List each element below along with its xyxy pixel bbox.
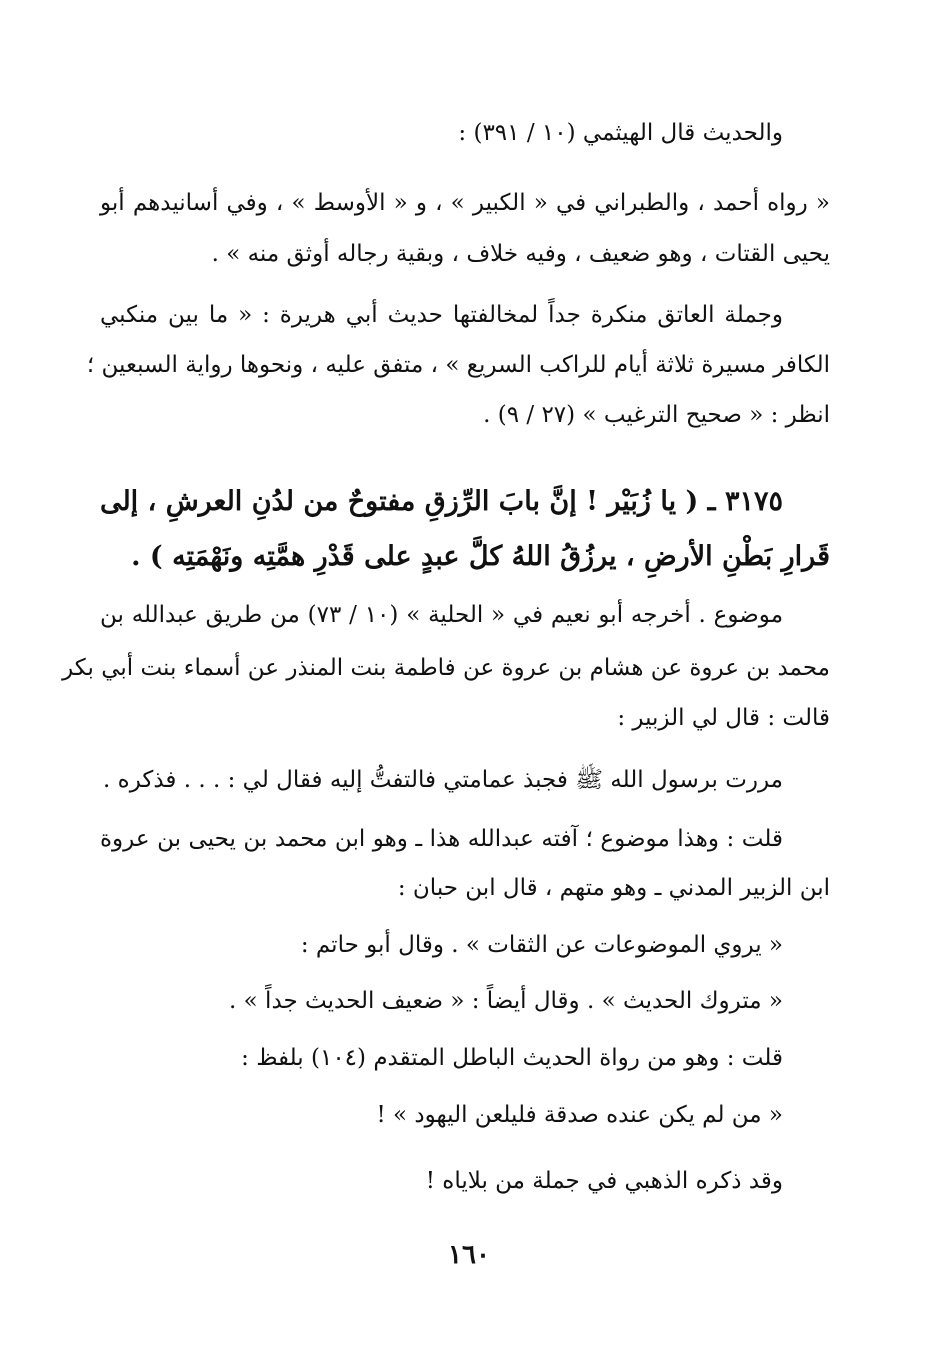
text-line-10: محمد بن عروة عن هشام بن عروة عن فاطمة بنت المنذر عن أسماء بنت أبي بكر [62,655,830,681]
hadith-heading-line-2: قَرارِ بَطْنِ الأرضِ ، يرزُقُ اللهُ كلَّ عبدٍ على قَدْرِ همَّتِه ونَهْمَتِه ) . [131,541,830,572]
text-line-4: وجملة العاتق منكرة جداً لمخالفتها حديث أبي هريرة : « ما بين منكبي [100,302,783,328]
text-line-5: الكافر مسيرة ثلاثة أيام للراكب السريع » ، متفق عليه ، ونحوها رواية السبعين ؛ [86,352,830,378]
text-line-19: وقد ذكره الذهبي في جملة من بلاياه ! [425,1168,783,1194]
text-line-15: « يروي الموضوعات عن الثقات » . وقال أبو حاتم : [300,932,783,958]
hadith-heading-line-1: ٣١٧٥ ـ ( يا زُبَيْر ! إنَّ بابَ الرِّزقِ مفتوحٌ من لدُنِ العرشِ ، إلى [99,486,783,517]
text-line-18: « من لم يكن عنده صدقة فليلعن اليهود » ! [376,1102,783,1128]
text-line-13: قلت : وهذا موضوع ؛ آفته عبدالله هذا ـ وهو ابن محمد بن يحيى بن عروة [100,826,783,852]
text-line-17: قلت : وهو من رواة الحديث الباطل المتقدم (١٠٤) بلفظ : [241,1045,783,1071]
text-line-16: « متروك الحديث » . وقال أيضاً : « ضعيف الحديث جداً » . [229,988,783,1014]
text-line-6: انظر : « صحيح الترغيب » (٢٧ / ٩) . [483,402,830,428]
text-line-11: قالت : قال لي الزبير : [617,705,830,731]
text-line-12: مررت برسول الله ﷺ فجبذ عمامتي فالتفتُّ إليه فقال لي : . . . فذكره . [103,767,783,793]
text-line-3: يحيى القتات ، وهو ضعيف ، وفيه خلاف ، وبقية رجاله أوثق منه » . [211,241,830,267]
text-line-9: موضوع . أخرجه أبو نعيم في « الحلية » (١٠ / ٧٣) من طريق عبدالله بن [100,602,784,628]
text-line-1: والحديث قال الهيثمي (١٠ / ٣٩١) : [458,120,783,146]
text-line-2: « رواه أحمد ، والطبراني في « الكبير » ، و « الأوسط » ، وفي أسانيدهم أبو [100,190,830,216]
text-line-14: ابن الزبير المدني ـ وهو متهم ، قال ابن حبان : [397,875,830,901]
page-number: ١٦٠ [448,1240,490,1270]
